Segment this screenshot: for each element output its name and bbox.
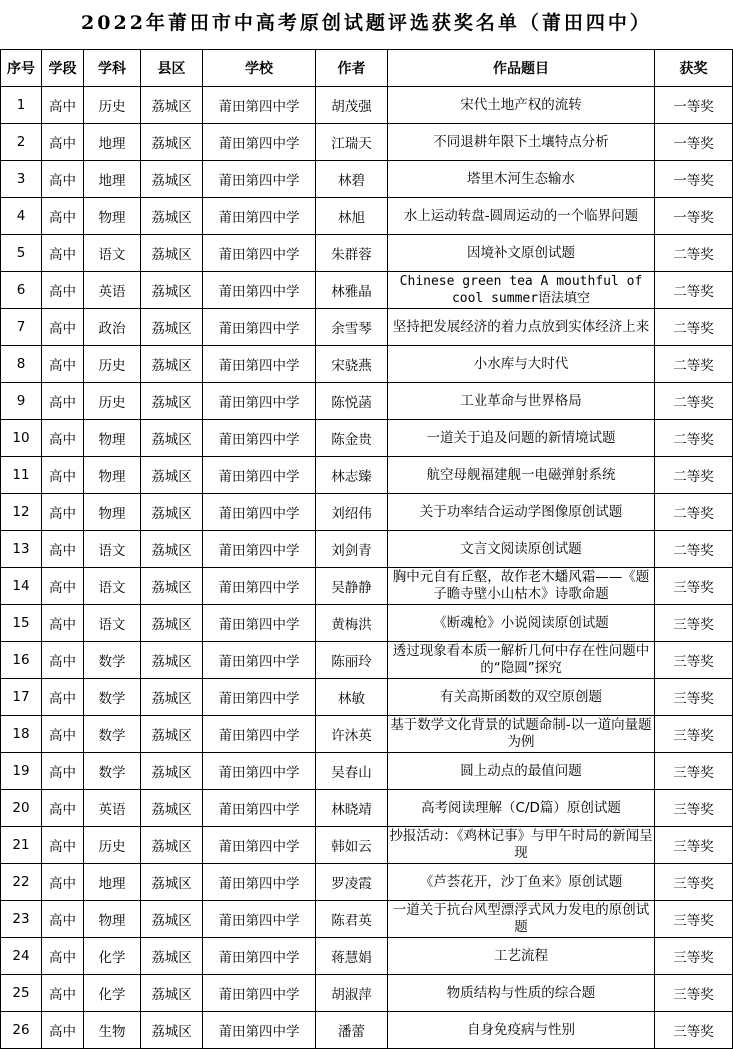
table-row [1,679,733,716]
cell-subject: 数学 [84,679,141,716]
cell-subject: 数学 [84,753,141,790]
cell-work-title: 关于功率结合运动学图像原创试题 [388,494,655,531]
cell-level: 高中 [42,494,84,531]
cell-level: 高中 [42,605,84,642]
cell-subject: 地理 [84,864,141,901]
cell-subject: 语文 [84,605,141,642]
cell-index: 18 [1,716,42,753]
cell-district: 荔城区 [141,568,203,605]
cell-author: 陈金贵 [316,420,388,457]
cell-school: 莆田第四中学 [203,309,316,346]
cell-author: 罗凌霞 [316,864,388,901]
cell-work-title: 物质结构与性质的综合题 [388,975,655,1012]
cell-district: 荔城区 [141,235,203,272]
cell-award: 一等奖 [655,124,733,161]
cell-award: 三等奖 [655,864,733,901]
cell-author: 陈悦菡 [316,383,388,420]
cell-district: 荔城区 [141,420,203,457]
header-award: 获奖 [655,50,733,87]
cell-school: 莆田第四中学 [203,642,316,679]
cell-subject: 地理 [84,161,141,198]
cell-level: 高中 [42,975,84,1012]
cell-index: 2 [1,124,42,161]
table-row [1,901,733,938]
cell-work-title: 因境补文原创试题 [388,235,655,272]
cell-award: 二等奖 [655,309,733,346]
cell-index: 24 [1,938,42,975]
cell-subject: 物理 [84,198,141,235]
cell-index: 5 [1,235,42,272]
cell-work-title: Chinese green tea A mouthful of cool summer语法填空 [388,272,655,309]
cell-author: 胡茂强 [316,87,388,124]
cell-level: 高中 [42,235,84,272]
cell-school: 莆田第四中学 [203,198,316,235]
cell-level: 高中 [42,383,84,420]
cell-level: 高中 [42,901,84,938]
cell-work-title: 工业革命与世界格局 [388,383,655,420]
cell-author: 林晓靖 [316,790,388,827]
cell-subject: 历史 [84,827,141,864]
cell-author: 刘剑青 [316,531,388,568]
cell-award: 二等奖 [655,272,733,309]
cell-school: 莆田第四中学 [203,235,316,272]
cell-author: 江瑞天 [316,124,388,161]
cell-subject: 政治 [84,309,141,346]
cell-level: 高中 [42,531,84,568]
cell-award: 三等奖 [655,975,733,1012]
table-row [1,1012,733,1049]
cell-school: 莆田第四中学 [203,383,316,420]
cell-award: 二等奖 [655,346,733,383]
table-row [1,420,733,457]
table-row [1,753,733,790]
cell-award: 三等奖 [655,605,733,642]
cell-school: 莆田第四中学 [203,124,316,161]
cell-work-title: 水上运动转盘-圆周运动的一个临界问题 [388,198,655,235]
cell-index: 3 [1,161,42,198]
cell-award: 二等奖 [655,235,733,272]
cell-award: 三等奖 [655,938,733,975]
header-district: 县区 [141,50,203,87]
cell-author: 朱群蓉 [316,235,388,272]
cell-school: 莆田第四中学 [203,975,316,1012]
cell-district: 荔城区 [141,753,203,790]
table-row [1,975,733,1012]
cell-author: 陈丽玲 [316,642,388,679]
cell-level: 高中 [42,938,84,975]
cell-level: 高中 [42,753,84,790]
cell-index: 19 [1,753,42,790]
cell-author: 林碧 [316,161,388,198]
cell-school: 莆田第四中学 [203,716,316,753]
table-row [1,124,733,161]
cell-work-title: 宋代土地产权的流转 [388,87,655,124]
cell-work-title: 不同退耕年限下土壤特点分析 [388,124,655,161]
table-row [1,827,733,864]
table-row [1,272,733,309]
cell-subject: 物理 [84,494,141,531]
cell-school: 莆田第四中学 [203,679,316,716]
table-row [1,383,733,420]
cell-award: 三等奖 [655,568,733,605]
cell-index: 22 [1,864,42,901]
cell-subject: 语文 [84,235,141,272]
cell-author: 林敏 [316,679,388,716]
cell-district: 荔城区 [141,494,203,531]
cell-school: 莆田第四中学 [203,457,316,494]
table-row [1,716,733,753]
cell-level: 高中 [42,790,84,827]
cell-level: 高中 [42,864,84,901]
cell-school: 莆田第四中学 [203,901,316,938]
cell-award: 二等奖 [655,420,733,457]
cell-subject: 历史 [84,87,141,124]
table-row [1,605,733,642]
table-row [1,235,733,272]
cell-work-title: 基于数学文化背景的试题命制-以一道向量题为例 [388,716,655,753]
cell-author: 胡淑萍 [316,975,388,1012]
cell-author: 许沐英 [316,716,388,753]
table-row [1,938,733,975]
cell-level: 高中 [42,716,84,753]
cell-school: 莆田第四中学 [203,568,316,605]
cell-subject: 英语 [84,790,141,827]
cell-work-title: 透过现象看本质一解析几何中存在性问题中的“隐圆”探究 [388,642,655,679]
cell-level: 高中 [42,642,84,679]
cell-work-title: 抄报活动：《鸡林记事》与甲午时局的新闻呈现 [388,827,655,864]
cell-level: 高中 [42,161,84,198]
cell-level: 高中 [42,198,84,235]
cell-award: 一等奖 [655,87,733,124]
cell-subject: 地理 [84,124,141,161]
cell-award: 三等奖 [655,753,733,790]
cell-school: 莆田第四中学 [203,346,316,383]
cell-subject: 物理 [84,457,141,494]
cell-index: 13 [1,531,42,568]
cell-district: 荔城区 [141,346,203,383]
table-row [1,457,733,494]
cell-level: 高中 [42,679,84,716]
cell-award: 三等奖 [655,1012,733,1049]
cell-award: 三等奖 [655,827,733,864]
header-subject: 学科 [84,50,141,87]
cell-work-title: 坚持把发展经济的着力点放到实体经济上来 [388,309,655,346]
table-row [1,531,733,568]
cell-work-title: 航空母舰福建舰一电磁弹射系统 [388,457,655,494]
header-row [1,50,733,87]
table-row [1,642,733,679]
cell-index: 12 [1,494,42,531]
cell-award: 二等奖 [655,494,733,531]
table-row [1,161,733,198]
cell-subject: 英语 [84,272,141,309]
cell-author: 林志臻 [316,457,388,494]
cell-district: 荔城区 [141,124,203,161]
cell-author: 吴静静 [316,568,388,605]
cell-author: 林旭 [316,198,388,235]
cell-level: 高中 [42,87,84,124]
cell-work-title: 一道关于抗台风型漂浮式风力发电的原创试题 [388,901,655,938]
cell-award: 三等奖 [655,679,733,716]
cell-index: 6 [1,272,42,309]
cell-work-title: 文言文阅读原创试题 [388,531,655,568]
cell-district: 荔城区 [141,864,203,901]
cell-author: 黄梅洪 [316,605,388,642]
cell-work-title: 自身免疫病与性别 [388,1012,655,1049]
cell-work-title: 有关高斯函数的双空原创题 [388,679,655,716]
cell-index: 8 [1,346,42,383]
cell-award: 二等奖 [655,531,733,568]
cell-author: 刘绍伟 [316,494,388,531]
cell-index: 9 [1,383,42,420]
cell-school: 莆田第四中学 [203,87,316,124]
cell-index: 10 [1,420,42,457]
header-level: 学段 [42,50,84,87]
cell-subject: 化学 [84,975,141,1012]
cell-district: 荔城区 [141,457,203,494]
cell-school: 莆田第四中学 [203,827,316,864]
cell-district: 荔城区 [141,975,203,1012]
table-row [1,790,733,827]
cell-school: 莆田第四中学 [203,1012,316,1049]
table-row [1,346,733,383]
cell-index: 23 [1,901,42,938]
cell-work-title: 塔里木河生态输水 [388,161,655,198]
table-row [1,309,733,346]
cell-school: 莆田第四中学 [203,272,316,309]
cell-level: 高中 [42,272,84,309]
cell-subject: 化学 [84,938,141,975]
cell-award: 一等奖 [655,161,733,198]
cell-work-title: 《芦荟花开，沙丁鱼来》原创试题 [388,864,655,901]
cell-subject: 语文 [84,568,141,605]
cell-author: 宋骁燕 [316,346,388,383]
table-row [1,198,733,235]
cell-school: 莆田第四中学 [203,864,316,901]
cell-author: 韩如云 [316,827,388,864]
cell-school: 莆田第四中学 [203,790,316,827]
cell-district: 荔城区 [141,716,203,753]
cell-work-title: 胸中元自有丘壑，故作老木蟠风霜——《题子瞻寺壁小山枯木》诗歌命题 [388,568,655,605]
cell-award: 二等奖 [655,457,733,494]
cell-district: 荔城区 [141,531,203,568]
cell-school: 莆田第四中学 [203,938,316,975]
cell-author: 陈君英 [316,901,388,938]
cell-subject: 生物 [84,1012,141,1049]
cell-subject: 物理 [84,420,141,457]
cell-index: 25 [1,975,42,1012]
cell-district: 荔城区 [141,161,203,198]
cell-district: 荔城区 [141,198,203,235]
cell-district: 荔城区 [141,1012,203,1049]
cell-subject: 数学 [84,716,141,753]
cell-school: 莆田第四中学 [203,420,316,457]
cell-work-title: 《断魂枪》小说阅读原创试题 [388,605,655,642]
header-author: 作者 [316,50,388,87]
cell-index: 15 [1,605,42,642]
cell-award: 三等奖 [655,642,733,679]
cell-district: 荔城区 [141,938,203,975]
cell-district: 荔城区 [141,790,203,827]
header-index: 序号 [1,50,42,87]
table-row [1,87,733,124]
cell-subject: 物理 [84,901,141,938]
cell-level: 高中 [42,1012,84,1049]
table-row [1,864,733,901]
cell-subject: 历史 [84,346,141,383]
cell-district: 荔城区 [141,383,203,420]
cell-index: 17 [1,679,42,716]
cell-award: 三等奖 [655,901,733,938]
cell-work-title: 一道关于追及问题的新情境试题 [388,420,655,457]
cell-index: 7 [1,309,42,346]
document-title: 2022年莆田市中高考原创试题评选获奖名单（莆田四中） [81,12,652,34]
cell-index: 16 [1,642,42,679]
cell-award: 三等奖 [655,790,733,827]
cell-level: 高中 [42,124,84,161]
cell-district: 荔城区 [141,605,203,642]
cell-award: 二等奖 [655,383,733,420]
cell-subject: 历史 [84,383,141,420]
cell-index: 11 [1,457,42,494]
cell-level: 高中 [42,309,84,346]
cell-index: 20 [1,790,42,827]
cell-district: 荔城区 [141,309,203,346]
cell-level: 高中 [42,420,84,457]
cell-author: 潘蕾 [316,1012,388,1049]
cell-district: 荔城区 [141,901,203,938]
cell-district: 荔城区 [141,827,203,864]
cell-school: 莆田第四中学 [203,161,316,198]
cell-level: 高中 [42,457,84,494]
table-row [1,494,733,531]
cell-index: 4 [1,198,42,235]
cell-district: 荔城区 [141,87,203,124]
cell-work-title: 高考阅读理解（C/D篇）原创试题 [388,790,655,827]
cell-subject: 数学 [84,642,141,679]
cell-award: 一等奖 [655,198,733,235]
cell-work-title: 小水库与大时代 [388,346,655,383]
cell-author: 吴春山 [316,753,388,790]
cell-school: 莆田第四中学 [203,531,316,568]
header-school: 学校 [203,50,316,87]
cell-district: 荔城区 [141,679,203,716]
cell-index: 26 [1,1012,42,1049]
cell-author: 余雪琴 [316,309,388,346]
cell-school: 莆田第四中学 [203,605,316,642]
cell-index: 21 [1,827,42,864]
table-row [1,568,733,605]
cell-index: 14 [1,568,42,605]
cell-index: 1 [1,87,42,124]
cell-school: 莆田第四中学 [203,494,316,531]
cell-award: 三等奖 [655,716,733,753]
cell-author: 蒋慧娟 [316,938,388,975]
cell-work-title: 工艺流程 [388,938,655,975]
header-work-title: 作品题目 [388,50,655,87]
cell-level: 高中 [42,568,84,605]
cell-district: 荔城区 [141,642,203,679]
cell-school: 莆田第四中学 [203,753,316,790]
cell-author: 林雅晶 [316,272,388,309]
cell-subject: 语文 [84,531,141,568]
cell-level: 高中 [42,827,84,864]
cell-level: 高中 [42,346,84,383]
award-table [0,49,733,1049]
cell-district: 荔城区 [141,272,203,309]
cell-work-title: 圆上动点的最值问题 [388,753,655,790]
